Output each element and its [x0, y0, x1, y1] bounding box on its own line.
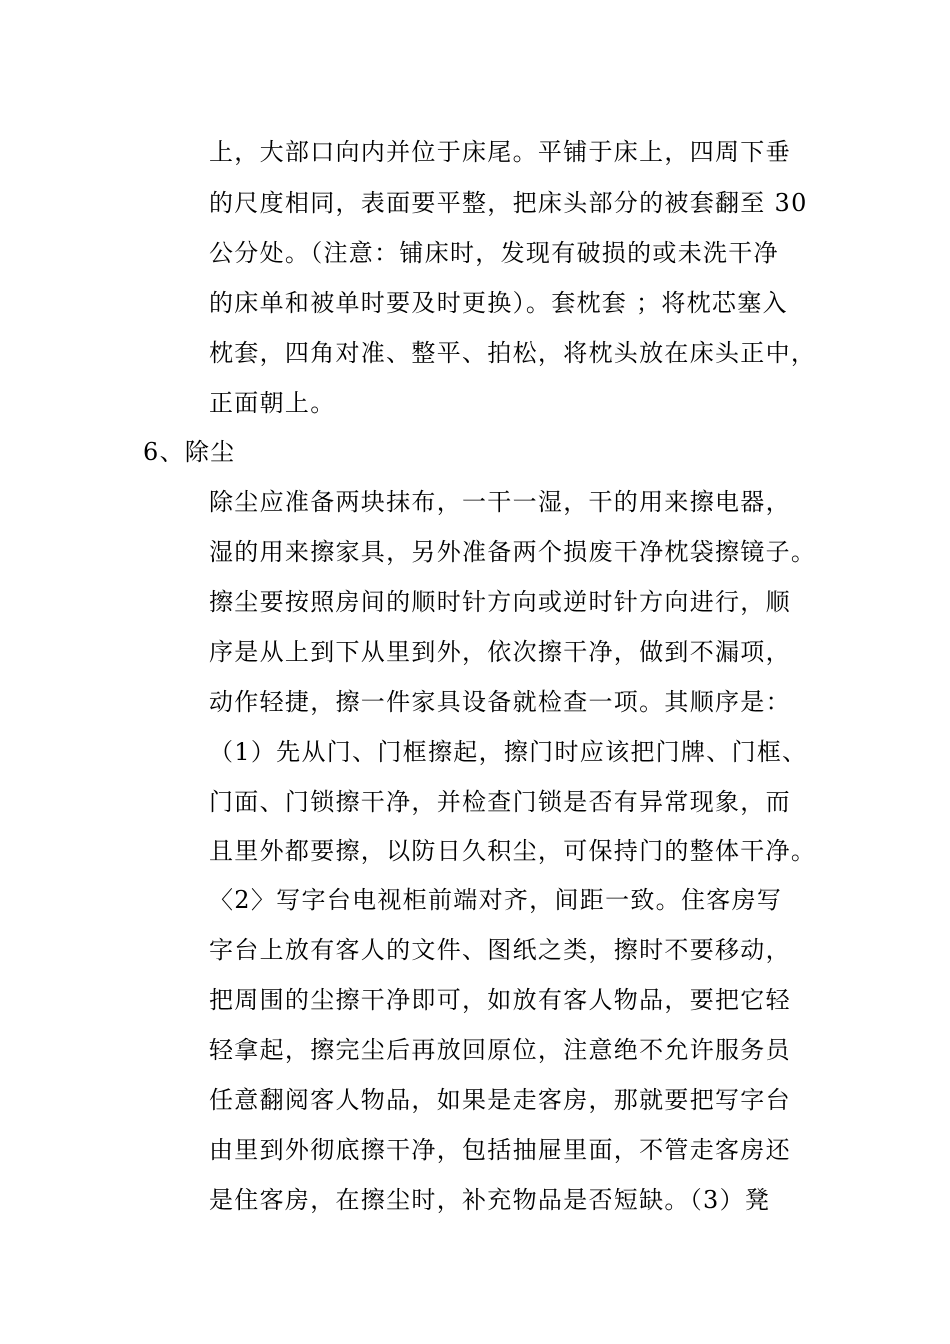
paragraph-line: （1）先从门、门框擦起，擦门时应该把门牌、门框、 — [209, 738, 808, 766]
paragraph-line: 除尘应准备两块抹布，一干一湿，干的用来擦电器， — [209, 488, 791, 516]
paragraph-line: 擦尘要按照房间的顺时针方向或逆时针方向进行，顺 — [209, 588, 791, 616]
paragraph-line: 的尺度相同，表面要平整，把床头部分的被套翻至 30 — [209, 189, 808, 217]
paragraph-line: 且里外都要擦，以防日久积尘，可保持门的整体干净。 — [209, 837, 817, 865]
paragraph-line: 序是从上到下从里到外，依次擦干净，做到不漏项， — [209, 638, 791, 666]
paragraph-line: 公分处。（注意：铺床时，发现有破损的或未洗干净 — [209, 239, 779, 267]
paragraph-line: 由里到外彻底擦干净，包括抽屉里面，不管走客房还 — [209, 1136, 791, 1164]
paragraph-line: 任意翻阅客人物品，如果是走客房，那就要把写字台 — [209, 1086, 791, 1114]
paragraph-line: 枕套，四角对准、整平、拍松，将枕头放在床头正中， — [209, 339, 817, 367]
paragraph-line: 把周围的尘擦干净即可，如放有客人物品，要把它轻 — [209, 986, 791, 1014]
paragraph-line: 上，大部口向内并位于床尾。平铺于床上，四周下垂 — [209, 138, 791, 166]
section-heading: 6、除尘 — [143, 438, 236, 466]
paragraph-line: 〈2〉写字台电视柜前端对齐，间距一致。住客房写 — [209, 886, 783, 914]
paragraph-line: 是住客房，在擦尘时，补充物品是否短缺。（3）凳 — [209, 1186, 771, 1214]
paragraph-line: 字台上放有客人的文件、图纸之类，擦时不要移动， — [209, 936, 791, 964]
paragraph-line: 正面朝上。 — [209, 389, 336, 417]
paragraph-line: 的床单和被单时要及时更换）。套枕套 ；将枕芯塞入 — [209, 289, 788, 317]
paragraph-line: 湿的用来擦家具，另外准备两个损废干净枕袋擦镜子。 — [209, 538, 817, 566]
paragraph-line: 动作轻捷，擦一件家具设备就检查一项。其顺序是： — [209, 688, 791, 716]
paragraph-line: 门面、门锁擦干净，并检查门锁是否有异常现象，而 — [209, 788, 791, 816]
paragraph-line: 轻拿起，擦完尘后再放回原位，注意绝不允许服务员 — [209, 1036, 791, 1064]
